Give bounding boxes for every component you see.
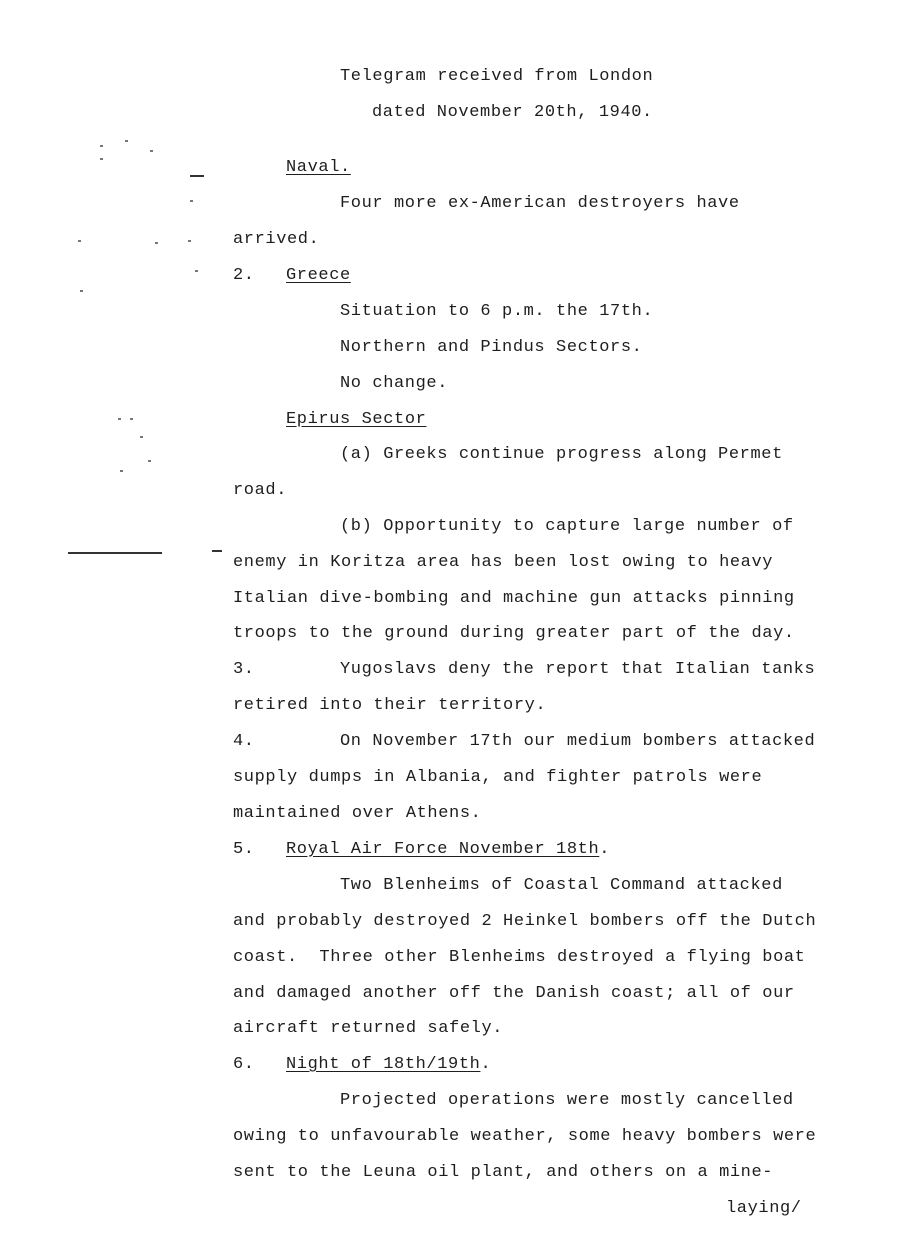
item-2-number: 2. xyxy=(233,266,255,285)
margin-speck xyxy=(140,436,143,438)
epirus-b-line-1: (b) Opportunity to capture large number of xyxy=(340,517,794,536)
raf-heading: Royal Air Force November 18th xyxy=(286,840,600,859)
item-4-line-1: On November 17th our medium bombers attacked xyxy=(340,732,816,751)
item-5-line-2: and probably destroyed 2 Heinkel bombers off the Dutch xyxy=(233,912,817,931)
margin-speck xyxy=(100,158,103,160)
item-4-line-3: maintained over Athens. xyxy=(233,804,482,823)
item-4-number: 4. xyxy=(233,732,255,751)
naval-heading: Naval. xyxy=(286,158,351,177)
margin-speck xyxy=(155,242,158,244)
margin-dash xyxy=(212,550,222,552)
header-date: dated November 20th, 1940. xyxy=(372,103,653,122)
item-5-line-1: Two Blenheims of Coastal Command attacked xyxy=(340,876,783,895)
margin-speck xyxy=(195,270,198,272)
item-5-number: 5. xyxy=(233,840,255,859)
epirus-heading: Epirus Sector xyxy=(286,410,427,429)
greece-heading: Greece xyxy=(286,266,351,285)
greece-line-3: No change. xyxy=(340,374,449,393)
epirus-a-line-1: (a) Greeks continue progress along Permet xyxy=(340,445,783,464)
night-heading: Night of 18th/19th xyxy=(286,1055,481,1074)
item-5-line-4: and damaged another off the Danish coast; all of our xyxy=(233,984,795,1003)
margin-speck xyxy=(130,418,133,420)
item-6-line-2: owing to unfavourable weather, some heavy bombers were xyxy=(233,1127,817,1146)
item-3-number: 3. xyxy=(233,660,255,679)
epirus-a-line-2: road. xyxy=(233,481,288,500)
greece-line-2: Northern and Pindus Sectors. xyxy=(340,338,643,357)
margin-rule xyxy=(68,552,162,554)
epirus-b-line-2: enemy in Koritza area has been lost owing to heavy xyxy=(233,553,774,572)
item-6-line-3: sent to the Leuna oil plant, and others on a mine- xyxy=(233,1163,774,1182)
item-6-heading-wrap xyxy=(286,1055,491,1075)
margin-speck xyxy=(148,460,151,462)
raf-heading-period: . xyxy=(599,840,611,859)
epirus-b-line-3: Italian dive-bombing and machine gun attacks pinning xyxy=(233,589,795,608)
item-5-line-5: aircraft returned safely. xyxy=(233,1019,504,1038)
naval-line-2: arrived. xyxy=(233,230,320,249)
item-5-heading-wrap xyxy=(286,840,610,860)
margin-speck xyxy=(118,418,121,420)
margin-speck xyxy=(120,470,123,472)
header-title: Telegram received from London xyxy=(340,67,654,86)
night-heading-period: . xyxy=(480,1055,492,1074)
naval-line-1: Four more ex-American destroyers have xyxy=(340,194,740,213)
greece-line-1: Situation to 6 p.m. the 17th. xyxy=(340,302,654,321)
margin-speck xyxy=(100,145,103,147)
margin-speck xyxy=(78,240,81,242)
item-4-line-2: supply dumps in Albania, and fighter patrols were xyxy=(233,768,763,787)
item-6-line-1: Projected operations were mostly cancelled xyxy=(340,1091,794,1110)
margin-speck xyxy=(125,140,128,142)
item-5-line-3: coast. Three other Blenheims destroyed a flying boat xyxy=(233,948,806,967)
margin-speck xyxy=(80,290,83,292)
margin-dash xyxy=(190,175,204,177)
margin-speck xyxy=(150,150,153,152)
page-catchword: laying/ xyxy=(726,1199,802,1218)
margin-speck xyxy=(190,200,193,202)
item-3-line-2: retired into their territory. xyxy=(233,696,547,715)
item-3-line-1: Yugoslavs deny the report that Italian tanks xyxy=(340,660,816,679)
margin-speck xyxy=(188,240,191,242)
epirus-b-line-4: troops to the ground during greater part of the day. xyxy=(233,624,795,643)
item-6-number: 6. xyxy=(233,1055,255,1074)
